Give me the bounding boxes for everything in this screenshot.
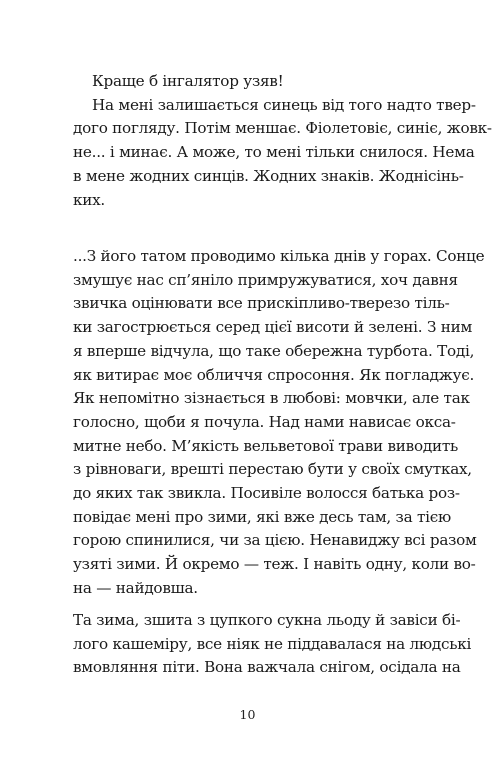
text-line: звичка оцінювати все прискіпливо-тверезо тіль- [73, 294, 450, 313]
text-line: вмовляння піти. Вона важчала снігом, осідала на [73, 658, 461, 677]
text-line: Та зима, зшита з цупкого сукна льоду й завіси бі- [73, 611, 461, 629]
text-line: з рівноваги, врешті перестаю бути у своїх смутках, [73, 460, 472, 479]
text-line: до яких так звикла. Посивіле волосся батька роз- [73, 484, 460, 503]
page-number: 10 [239, 707, 256, 722]
text-block-winter [73, 609, 472, 680]
paragraph [73, 245, 485, 601]
text-line: змушує нас сп’яніло примружуватися, хоч давня [73, 270, 458, 289]
text-line: на — найдовша. [73, 578, 198, 597]
text-line: На мені залишається синець від того надто твер- [92, 95, 476, 114]
text-line: ки загострюється серед цієї висоти й зелені. З ним [73, 318, 473, 337]
text-line: горою спинилися, чи за цією. Ненавиджу всі разом [73, 531, 477, 550]
paragraph [73, 609, 472, 680]
text-line: я вперше відчула, що таке обережна турбота. Тоді, [73, 341, 475, 360]
text-block-opening [73, 70, 492, 212]
text-line: узяті зими. Й окремо — теж. І навіть одну, коли во- [73, 555, 476, 574]
text-line: в мене жодних синців. Жодних знаків. Жоднісінь- [73, 166, 464, 185]
text-line: дого погляду. Потім меншає. Фіолетовіє, синіє, жовк- [73, 119, 492, 138]
paragraph [73, 70, 423, 94]
paragraph [73, 94, 492, 213]
text-line: ...З його татом проводимо кілька днів у горах. Сонце [73, 247, 485, 265]
text-line: Краще б інгалятор узяв! [92, 72, 284, 90]
text-line: Як непомітно зізнається в любові: мовчки, але так [73, 389, 470, 408]
text-line: ких. [73, 190, 106, 209]
text-line: повідає мені про зими, які вже десь там, за тією [73, 507, 451, 526]
text-line: як витирає моє обличчя спросоння. Як погладжує. [73, 365, 475, 384]
text-line: митне небо. М’якість вельветової трави виводить [73, 436, 459, 455]
text-line: не... і минає. А може, то мені тільки снилося. Нема [73, 143, 475, 162]
text-block-mountains [73, 245, 485, 601]
text-line: лого кашеміру, все ніяк не піддавалася на людські [73, 634, 472, 653]
text-line: голосно, щоби я почула. Над нами нависає окса- [73, 412, 456, 431]
